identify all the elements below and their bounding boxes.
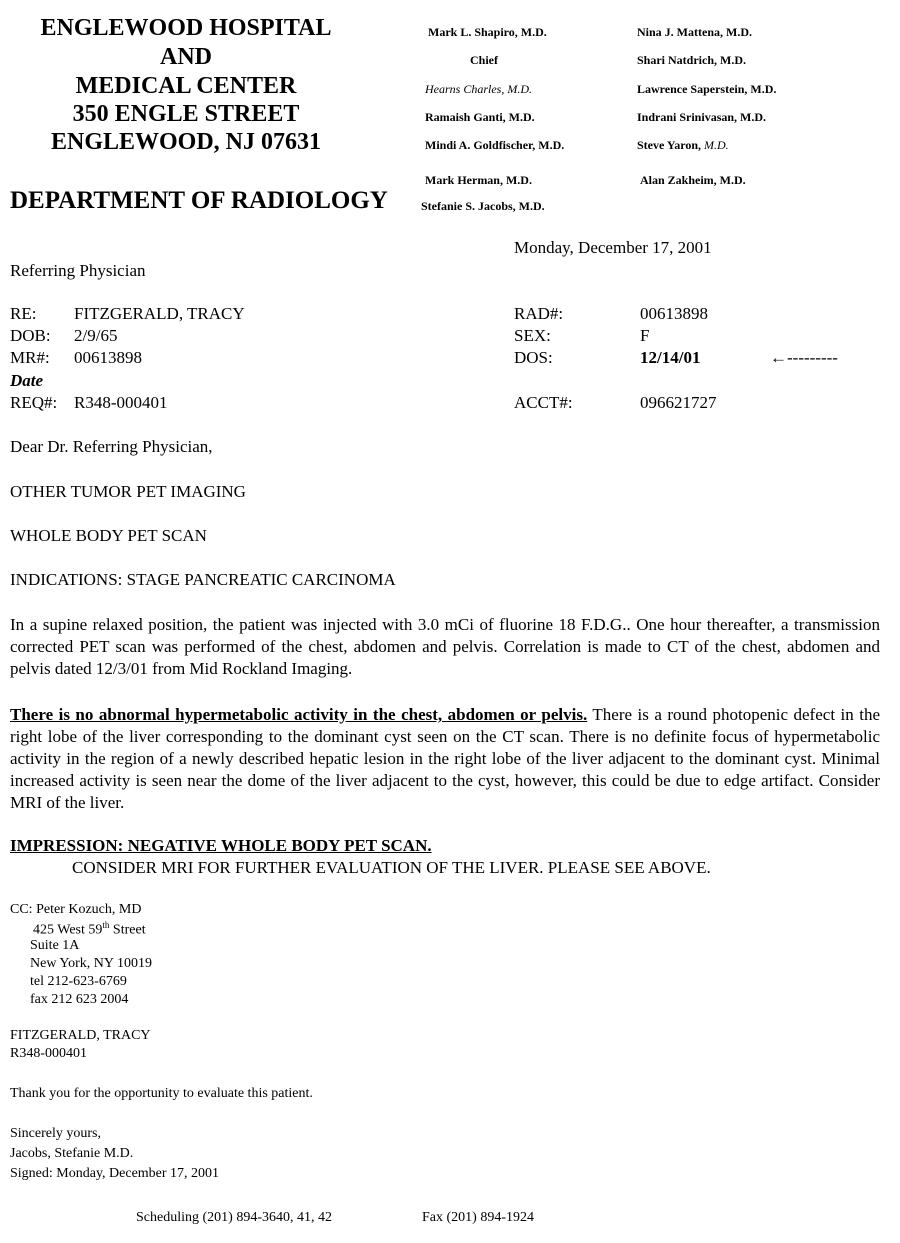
doctor-shapiro: Mark L. Shapiro, M.D. <box>428 25 547 39</box>
cc-street: 425 West 59th Street <box>33 920 146 938</box>
doctor-yaron: Steve Yaron, M.D. <box>637 138 729 152</box>
cc-name: CC: Peter Kozuch, MD <box>10 902 142 917</box>
dob-value: 2/9/65 <box>74 326 118 345</box>
doctor-mattena: Nina J. Mattena, M.D. <box>637 25 752 39</box>
cc-city: New York, NY 10019 <box>30 956 152 971</box>
doctor-natdrich: Shari Natdrich, M.D. <box>637 53 746 67</box>
exam-type: OTHER TUMOR PET IMAGING <box>10 482 246 501</box>
salutation: Dear Dr. Referring Physician, <box>10 437 213 456</box>
patient-name: FITZGERALD, TRACY <box>74 304 245 323</box>
doctor-srinivasan: Indrani Srinivasan, M.D. <box>637 110 767 124</box>
acct-label: ACCT#: <box>514 393 573 412</box>
doctor-chief-title: Chief <box>470 53 498 67</box>
dos-value: 12/14/01 <box>640 348 701 367</box>
thanks-line: Thank you for the opportunity to evaluate this patient. <box>10 1086 313 1101</box>
mr-label: MR#: <box>10 348 50 367</box>
date-note: Date <box>10 371 44 390</box>
fax-number: Fax (201) 894-1924 <box>422 1210 534 1225</box>
signed-date: Signed: Monday, December 17, 2001 <box>10 1166 220 1181</box>
dos-label: DOS: <box>514 348 553 367</box>
req-label: REQ#: <box>10 393 58 412</box>
department-title: DEPARTMENT OF RADIOLOGY <box>10 187 388 214</box>
hospital-name-line3: MEDICAL CENTER <box>75 73 297 99</box>
footer-patient-name: FITZGERALD, TRACY <box>10 1028 151 1043</box>
cc-fax: fax 212 623 2004 <box>30 992 129 1007</box>
dob-label: DOB: <box>10 326 51 345</box>
indications: INDICATIONS: STAGE PANCREATIC CARCINOMA <box>10 570 396 589</box>
doctor-herman: Mark Herman, M.D. <box>425 173 532 187</box>
findings-paragraph <box>10 704 880 814</box>
hospital-city: ENGLEWOOD, NJ 07631 <box>50 129 322 155</box>
report-date: Monday, December 17, 2001 <box>514 238 712 257</box>
dos-arrow: ←--------- <box>770 348 838 367</box>
closing: Sincerely yours, <box>10 1126 101 1141</box>
mr-value: 00613898 <box>74 348 142 367</box>
scheduling-phone: Scheduling (201) 894-3640, 41, 42 <box>136 1210 332 1225</box>
acct-value: 096621727 <box>640 393 717 412</box>
doctor-goldfischer: Mindi A. Goldfischer, M.D. <box>425 138 565 152</box>
impression-recommendation: CONSIDER MRI FOR FURTHER EVALUATION OF THE LIVER. PLEASE SEE ABOVE. <box>72 858 711 877</box>
impression: IMPRESSION: NEGATIVE WHOLE BODY PET SCAN. <box>10 836 432 855</box>
signer-name: Jacobs, Stefanie M.D. <box>10 1146 134 1161</box>
doctor-saperstein: Lawrence Saperstein, M.D. <box>637 82 777 96</box>
cc-tel: tel 212-623-6769 <box>30 974 127 989</box>
sex-label: SEX: <box>514 326 551 345</box>
hospital-street: 350 ENGLE STREET <box>72 101 300 127</box>
req-value: R348-000401 <box>74 393 168 412</box>
sex-value: F <box>640 326 650 345</box>
doctor-ganti: Ramaish Ganti, M.D. <box>425 110 535 124</box>
exam-name: WHOLE BODY PET SCAN <box>10 526 207 545</box>
technique-paragraph: In a supine relaxed position, the patient was injected with 3.0 mCi of fluorine 18 F.D.G.. One hour thereafter, a transmission corrected PET scan was performed of the chest, abdomen and pelvis. Correlation is made to CT of the chest, abdomen and pelvis dated 12/3/01 from Mid Rockland Imaging. <box>10 615 880 678</box>
doctor-charles: Hearns Charles, M.D. <box>425 82 532 96</box>
findings-lead: There is no abnormal hypermetabolic activity in the chest, abdomen or pelvis. <box>10 705 588 724</box>
doctor-zakheim: Alan Zakheim, M.D. <box>640 173 746 187</box>
findings-rest: There is a round photopenic defect in the right lobe of the liver corresponding to the dominant cyst seen on the CT scan. There is no definite focus of hypermetabolic activity in the region of a newly described hepatic lesion in the right lobe of the liver adjacent to the dominant cyst. Minimal increased activity is seen near the dome of the liver adjacent to the cyst, however, this could be due to edge artifact. Consider MRI of the liver. <box>10 705 880 812</box>
re-label: RE: <box>10 304 37 323</box>
referring-physician-label: Referring Physician <box>10 261 146 280</box>
hospital-name-line2: AND <box>160 44 212 70</box>
doctor-jacobs: Stefanie S. Jacobs, M.D. <box>421 199 545 213</box>
hospital-name-line1: ENGLEWOOD HOSPITAL <box>40 15 332 41</box>
rad-label: RAD#: <box>514 304 564 323</box>
footer-req: R348-000401 <box>10 1046 87 1061</box>
rad-value: 00613898 <box>640 304 708 323</box>
cc-suite: Suite 1A <box>30 938 80 953</box>
